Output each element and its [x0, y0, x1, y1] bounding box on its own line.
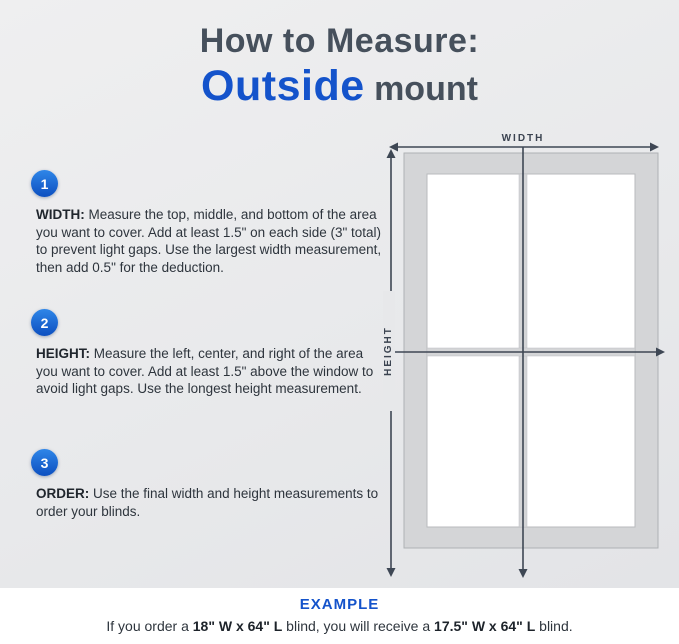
step-1-text — [36, 206, 383, 276]
step-3-text — [36, 485, 383, 520]
example-suffix: blind. — [535, 618, 573, 634]
example-bar — [0, 588, 679, 644]
example-received-size: 17.5" W x 64" L — [434, 618, 536, 634]
example-middle: blind, you will receive a — [282, 618, 435, 634]
step-3-number-badge: 3 — [31, 449, 58, 476]
window-frame — [404, 153, 658, 548]
page-title — [0, 22, 679, 112]
example-ordered-size: 18" W x 64" L — [192, 618, 283, 634]
step-1-body: Measure the top, middle, and bottom of the area you want to cover. Add at least 1.5" on each side (3" total) to prevent light gaps. Use the largest width measurement, then add 0.5" for the deduction. — [36, 207, 382, 275]
window-mullion-horizontal — [427, 348, 635, 356]
height-dimension-label: HEIGHT — [383, 291, 395, 411]
width-dimension-label: WIDTH — [501, 133, 545, 144]
step-width — [31, 170, 383, 276]
step-2-text — [36, 345, 383, 398]
step-3-body: Use the final width and height measurements to order your blinds. — [36, 486, 379, 519]
step-2-label: HEIGHT: — [36, 346, 90, 361]
step-1-number-badge: 1 — [31, 170, 58, 197]
step-2-number-badge: 2 — [31, 309, 58, 336]
example-heading: EXAMPLE — [299, 596, 380, 613]
title-mount-word: mount — [364, 70, 478, 109]
center-vertical-line — [519, 147, 528, 578]
title-mount-type: Outside — [201, 62, 365, 111]
step-3-label: ORDER: — [36, 486, 90, 501]
window-glass — [427, 174, 635, 527]
center-horizontal-line — [391, 348, 665, 357]
step-height — [31, 309, 383, 398]
window-mullion-vertical — [519, 174, 527, 527]
example-prefix: If you order a — [106, 618, 193, 634]
title-line1: How to Measure: — [199, 22, 480, 60]
step-1-label: WIDTH: — [36, 207, 85, 222]
title-line2 — [0, 62, 679, 111]
step-2-body: Measure the left, center, and right of the area you want to cover. Add at least 1.5" above the window to avoid light gaps. Use the longest height measurement. — [36, 346, 374, 397]
example-sentence — [0, 618, 679, 634]
step-order — [31, 449, 383, 520]
